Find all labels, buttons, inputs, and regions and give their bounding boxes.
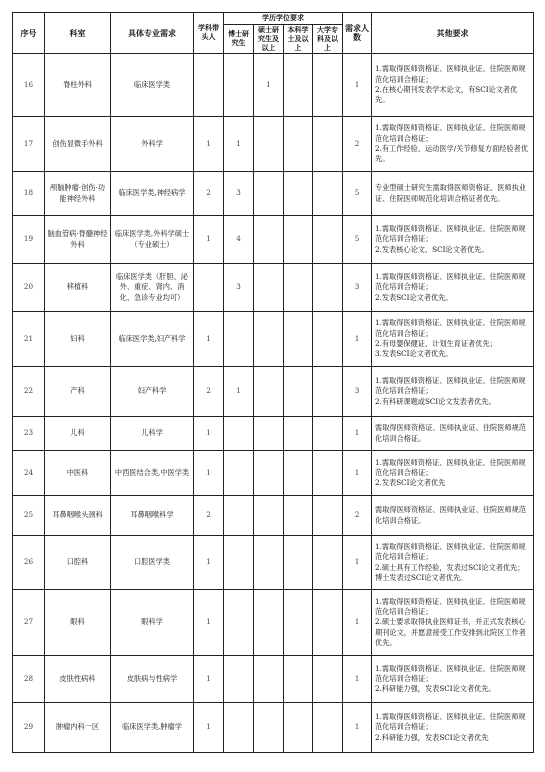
row-bachelor — [284, 536, 313, 590]
row-master — [254, 656, 284, 703]
row-spec: 儿科学 — [111, 417, 194, 451]
row-phd — [224, 536, 254, 590]
header-phd: 博士研究生 — [224, 25, 254, 54]
row-college — [313, 590, 343, 656]
header-other: 其他要求 — [372, 13, 534, 54]
row-college — [313, 656, 343, 703]
row-master — [254, 172, 284, 216]
header-dept: 科室 — [45, 13, 111, 54]
row-spec: 外科学 — [111, 117, 194, 172]
row-requirements: 需取得医师资格证、医师执业证、住院医师规范化培训合格证。 — [372, 417, 534, 451]
row-lead: 1 — [194, 703, 224, 753]
row-college — [313, 216, 343, 264]
row-phd: 3 — [224, 264, 254, 312]
row-bachelor — [284, 703, 313, 753]
table-row — [13, 656, 534, 703]
row-need: 1 — [343, 590, 372, 656]
row-bachelor — [284, 54, 313, 117]
row-seq: 25 — [13, 496, 45, 536]
row-bachelor — [284, 264, 313, 312]
row-requirements: 1.需取得医师资格证、医师执业证、住院医师规范化培训合格证； 2.在核心期刊发表学术论文，有SCI论文者优先。 — [372, 54, 534, 117]
row-seq: 16 — [13, 54, 45, 117]
row-college — [313, 312, 343, 367]
header-bachelor: 本科学士及以上 — [284, 25, 313, 54]
header-seq: 序号 — [13, 13, 45, 54]
row-seq: 18 — [13, 172, 45, 216]
table-row — [13, 117, 534, 172]
row-dept: 移植科 — [45, 264, 111, 312]
row-dept: 口腔科 — [45, 536, 111, 590]
table-row — [13, 172, 534, 216]
row-phd — [224, 417, 254, 451]
row-lead — [194, 54, 224, 117]
table-row — [13, 417, 534, 451]
row-bachelor — [284, 417, 313, 451]
row-dept: 眼科 — [45, 590, 111, 656]
row-requirements: 1.需取得医师资格证、医师执业证、住院医师规范化培训合格证； 2.硕士要求取得执业医师证书，并正式发表核心期刊论文，并愿意接受工作安排到北院区工作者优先。 — [372, 590, 534, 656]
row-phd — [224, 656, 254, 703]
row-dept: 妇科 — [45, 312, 111, 367]
row-lead: 2 — [194, 367, 224, 417]
table-row — [13, 312, 534, 367]
row-dept: 肿瘤内科一区 — [45, 703, 111, 753]
row-phd — [224, 312, 254, 367]
row-requirements: 1.需取得医师资格证、医师执业证、住院医师规范化培训合格证； 2.硕士具有工作经验，发表过SCI论文者优先；博士发表过SCI论文者优先。 — [372, 536, 534, 590]
row-lead: 2 — [194, 496, 224, 536]
row-need: 5 — [343, 172, 372, 216]
row-college — [313, 703, 343, 753]
row-college — [313, 264, 343, 312]
row-spec: 临床医学类,神经病学 — [111, 172, 194, 216]
row-requirements: 需取得医师资格证、医师执业证、住院医师规范化培训合格证。 — [372, 496, 534, 536]
row-bachelor — [284, 367, 313, 417]
row-college — [313, 172, 343, 216]
row-bachelor — [284, 117, 313, 172]
row-master — [254, 117, 284, 172]
row-spec: 临床医学类,肿瘤学 — [111, 703, 194, 753]
row-dept: 颅脑肿瘤·创伤·功能神经外科 — [45, 172, 111, 216]
row-phd: 1 — [224, 117, 254, 172]
row-need: 1 — [343, 451, 372, 496]
row-lead: 1 — [194, 216, 224, 264]
table-body — [13, 54, 534, 753]
table-row — [13, 54, 534, 117]
row-phd: 3 — [224, 172, 254, 216]
row-phd — [224, 451, 254, 496]
header-spec: 具体专业需求 — [111, 13, 194, 54]
row-requirements: 1.需取得医师资格证、医师执业证、住院医师规范化培训合格证； 2.科研能力强，发表SCI论文者优先。 — [372, 656, 534, 703]
row-bachelor — [284, 656, 313, 703]
table-row — [13, 703, 534, 753]
row-master: 1 — [254, 54, 284, 117]
table-row — [13, 216, 534, 264]
row-dept: 儿科 — [45, 417, 111, 451]
row-bachelor — [284, 216, 313, 264]
row-requirements: 1.需取得医师资格证、医师执业证、住院医师规范化培训合格证； 2.有科研课题或SCI论文发表者优先。 — [372, 367, 534, 417]
table-row — [13, 536, 534, 590]
row-spec: 中西医结合类,中医学类 — [111, 451, 194, 496]
table-header — [13, 13, 534, 54]
table-row — [13, 590, 534, 656]
row-bachelor — [284, 172, 313, 216]
row-seq: 23 — [13, 417, 45, 451]
row-need: 5 — [343, 216, 372, 264]
row-seq: 27 — [13, 590, 45, 656]
row-requirements: 1.需取得医师资格证、医师执业证、住院医师规范化培训合格证； 2.发表SCI论文者优先 — [372, 451, 534, 496]
row-master — [254, 216, 284, 264]
row-master — [254, 417, 284, 451]
row-dept: 产科 — [45, 367, 111, 417]
table-row — [13, 367, 534, 417]
row-phd — [224, 703, 254, 753]
row-need: 1 — [343, 312, 372, 367]
row-need: 3 — [343, 264, 372, 312]
row-need: 3 — [343, 367, 372, 417]
row-seq: 28 — [13, 656, 45, 703]
row-seq: 24 — [13, 451, 45, 496]
row-need: 2 — [343, 117, 372, 172]
row-bachelor — [284, 496, 313, 536]
row-lead: 1 — [194, 590, 224, 656]
row-dept: 耳鼻咽喉头颈科 — [45, 496, 111, 536]
row-college — [313, 496, 343, 536]
row-need: 1 — [343, 536, 372, 590]
row-master — [254, 264, 284, 312]
row-master — [254, 312, 284, 367]
row-seq: 26 — [13, 536, 45, 590]
row-master — [254, 451, 284, 496]
header-lead: 学科带头人 — [194, 13, 224, 54]
header-edu-group: 学历学位要求 — [224, 13, 343, 25]
row-dept: 脊柱外科 — [45, 54, 111, 117]
row-dept: 创伤显微手外科 — [45, 117, 111, 172]
row-college — [313, 451, 343, 496]
row-master — [254, 496, 284, 536]
row-phd — [224, 496, 254, 536]
row-need: 1 — [343, 417, 372, 451]
row-lead: 1 — [194, 312, 224, 367]
row-spec: 耳鼻咽喉科学 — [111, 496, 194, 536]
row-spec: 妇产科学 — [111, 367, 194, 417]
row-need: 1 — [343, 54, 372, 117]
row-college — [313, 536, 343, 590]
row-phd — [224, 590, 254, 656]
row-spec: 临床医学类,妇产科学 — [111, 312, 194, 367]
row-master — [254, 590, 284, 656]
row-master — [254, 367, 284, 417]
row-lead — [194, 264, 224, 312]
row-seq: 22 — [13, 367, 45, 417]
row-requirements: 1.需取得医师资格证、医师执业证、住院医师规范化培训合格证； 2.发表SCI论文者优先。 — [372, 264, 534, 312]
row-seq: 21 — [13, 312, 45, 367]
row-phd: 1 — [224, 367, 254, 417]
row-master — [254, 703, 284, 753]
row-dept: 脑血管病·脊髓神经外科 — [45, 216, 111, 264]
row-need: 1 — [343, 656, 372, 703]
row-lead: 1 — [194, 656, 224, 703]
row-spec: 临床医学类 — [111, 54, 194, 117]
row-requirements: 1.需取得医师资格证、医师执业证、住院医师规范化培训合格证； 2.发表核心论文、SCI论文者优先。 — [372, 216, 534, 264]
row-college — [313, 117, 343, 172]
row-lead: 1 — [194, 451, 224, 496]
row-spec: 眼科学 — [111, 590, 194, 656]
row-college — [313, 417, 343, 451]
row-phd: 4 — [224, 216, 254, 264]
row-dept: 中医科 — [45, 451, 111, 496]
row-seq: 17 — [13, 117, 45, 172]
recruitment-table — [12, 12, 534, 753]
row-requirements: 1.需取得医师资格证、医师执业证、住院医师规范化培训合格证； 2.有工作经验、运动医学/关节修复方面经验者优先。 — [372, 117, 534, 172]
table-row — [13, 496, 534, 536]
row-spec: 临床医学类（肝胆、泌外、重症、肾内、消化、急诊专业均可） — [111, 264, 194, 312]
row-college — [313, 367, 343, 417]
row-bachelor — [284, 451, 313, 496]
row-lead: 2 — [194, 172, 224, 216]
row-need: 2 — [343, 496, 372, 536]
row-seq: 29 — [13, 703, 45, 753]
row-dept: 皮肤性病科 — [45, 656, 111, 703]
row-spec: 临床医学类,外科学硕士（专业硕士） — [111, 216, 194, 264]
header-master: 硕士研究生及以上 — [254, 25, 284, 54]
header-need: 需求人数 — [343, 13, 372, 54]
row-need: 1 — [343, 703, 372, 753]
row-bachelor — [284, 590, 313, 656]
row-seq: 19 — [13, 216, 45, 264]
table-row — [13, 264, 534, 312]
row-seq: 20 — [13, 264, 45, 312]
row-lead: 1 — [194, 536, 224, 590]
header-college: 大学专科及以上 — [313, 25, 343, 54]
row-spec: 口腔医学类 — [111, 536, 194, 590]
row-phd — [224, 54, 254, 117]
row-requirements: 1.需取得医师资格证、医师执业证、住院医师规范化培训合格证； 2.科研能力强，发表SCI论文者优先 — [372, 703, 534, 753]
row-bachelor — [284, 312, 313, 367]
row-lead: 1 — [194, 117, 224, 172]
row-spec: 皮肤病与性病学 — [111, 656, 194, 703]
row-college — [313, 54, 343, 117]
table-row — [13, 451, 534, 496]
row-master — [254, 536, 284, 590]
row-lead: 1 — [194, 417, 224, 451]
row-requirements: 1.需取得医师资格证、医师执业证、住院医师规范化培训合格证； 2.有母婴保健证、计划生育证者优先； 3.发表SCI论文者优先。 — [372, 312, 534, 367]
row-requirements: 专业型硕士研究生需取得医师资格证、医师执业证、住院医师规范化培训合格证者优先。 — [372, 172, 534, 216]
